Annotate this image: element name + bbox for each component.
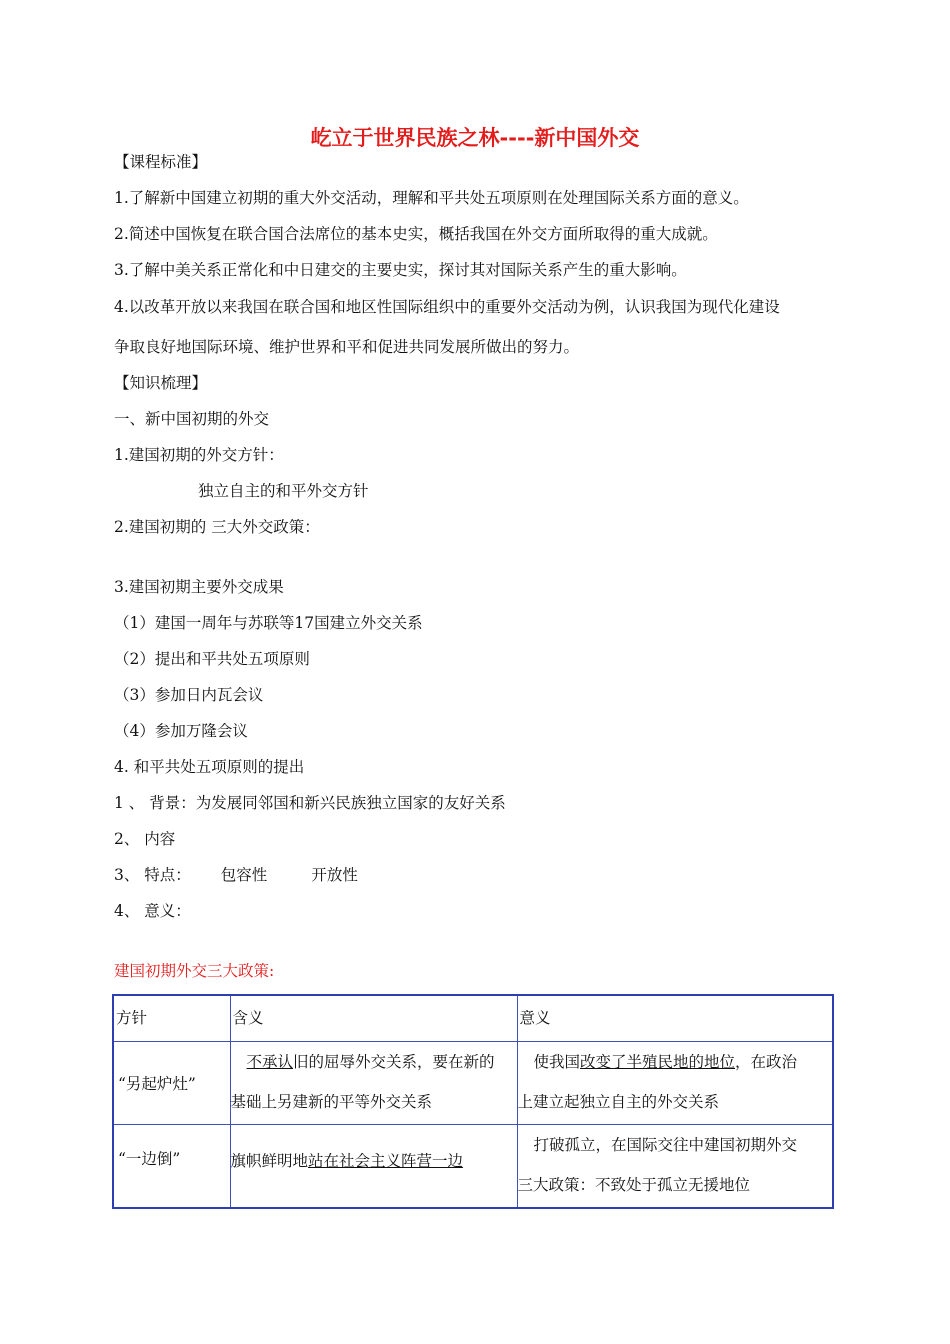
standard-item-1: 1.了解新中国建立初期的重大外交活动，理解和平共处五项原则在处理国际关系方面的意义。 xyxy=(114,189,749,207)
five-principles-heading: 4. 和平共处五项原则的提出 xyxy=(114,758,305,776)
achievements-heading: 3.建国初期主要外交成果 xyxy=(114,578,284,596)
part1-heading: 一、新中国初期的外交 xyxy=(114,410,270,428)
header-meaning: 含义 xyxy=(230,995,517,1041)
standard-item-3: 3.了解中美关系正常化和中日建交的主要史实，探讨其对国际关系产生的重大影响。 xyxy=(114,261,687,279)
standard-item-4: 4.以改革开放以来我国在联合国和地区性国际组织中的重要外交活动为例，认识我国为现代化建设 xyxy=(114,298,780,316)
meaning-line1: 旧的屈辱外交关系，要在新的 xyxy=(293,1052,495,1071)
feature-inclusive: 包容性 xyxy=(220,866,268,884)
significance-line2: 三大政策：不致处于孤立无援地位 xyxy=(517,1175,751,1194)
policy-name: “另起炉灶” xyxy=(118,1074,196,1093)
significance-pre: 使我国 xyxy=(533,1052,581,1071)
document-title: 屹立于世界民族之林----新中国外交 xyxy=(310,126,640,150)
significance-cell xyxy=(517,1124,833,1208)
principles-content: 2、 内容 xyxy=(114,830,176,848)
meaning-line2: 基础上另建新的平等外交关系 xyxy=(230,1092,433,1111)
section-course-standard: 【课程标准】 xyxy=(114,153,208,171)
table-row xyxy=(113,1041,833,1124)
policy-cell xyxy=(113,1041,230,1124)
significance-line1: 打破孤立，在国际交往中建国初期外交 xyxy=(533,1135,798,1154)
meaning-underlined: 站在社会主义阵营一边 xyxy=(308,1151,464,1170)
table-title: 建国初期外交三大政策: xyxy=(114,962,275,980)
header-significance: 意义 xyxy=(517,995,833,1041)
policy-cell xyxy=(113,1124,230,1208)
meaning-cell xyxy=(230,1041,517,1124)
standard-item-2: 2.简述中国恢复在联合国合法席位的基本史实，概括我国在外交方面所取得的重大成就。 xyxy=(114,225,718,243)
achievement-item-1: （1）建国一周年与苏联等17国建立外交关系 xyxy=(114,614,423,632)
table-header-row xyxy=(113,995,833,1041)
table-row xyxy=(113,1124,833,1208)
section-knowledge: 【知识梳理】 xyxy=(114,374,208,392)
feature-open: 开放性 xyxy=(311,866,358,884)
significance-line2: 上建立起独立自主的外交关系 xyxy=(517,1092,720,1111)
significance-post: ，在政治 xyxy=(735,1052,798,1071)
meaning-cell xyxy=(230,1124,517,1208)
principles-features xyxy=(114,865,358,885)
significance-underlined: 改变了半殖民地的地位 xyxy=(580,1052,736,1071)
achievement-item-2: （2）提出和平共处五项原则 xyxy=(114,650,310,668)
diplomatic-guideline-answer: 独立自主的和平外交方针 xyxy=(198,482,369,500)
principles-background: 1 、 背景：为发展同邻国和新兴民族独立国家的友好关系 xyxy=(114,794,506,812)
achievement-item-4: （4）参加万隆会议 xyxy=(114,722,248,740)
meaning-underlined: 不承认 xyxy=(246,1052,294,1071)
significance-cell xyxy=(517,1041,833,1124)
meaning-pre: 旗帜鲜明地 xyxy=(230,1151,309,1170)
diplomatic-guideline-label: 1.建国初期的外交方针： xyxy=(114,446,284,464)
policy-name: “一边倒” xyxy=(118,1149,181,1168)
features-label: 3、 特点： xyxy=(114,866,191,884)
three-policies-label: 2.建国初期的 三大外交政策： xyxy=(114,518,320,536)
header-policy: 方针 xyxy=(113,995,230,1041)
principles-meaning: 4、 意义： xyxy=(114,902,191,920)
standard-item-4-continued: 争取良好地国际环境、维护世界和平和促进共同发展所做出的努力。 xyxy=(114,338,580,356)
achievement-item-3: （3）参加日内瓦会议 xyxy=(114,686,264,704)
policy-table xyxy=(112,994,834,1209)
